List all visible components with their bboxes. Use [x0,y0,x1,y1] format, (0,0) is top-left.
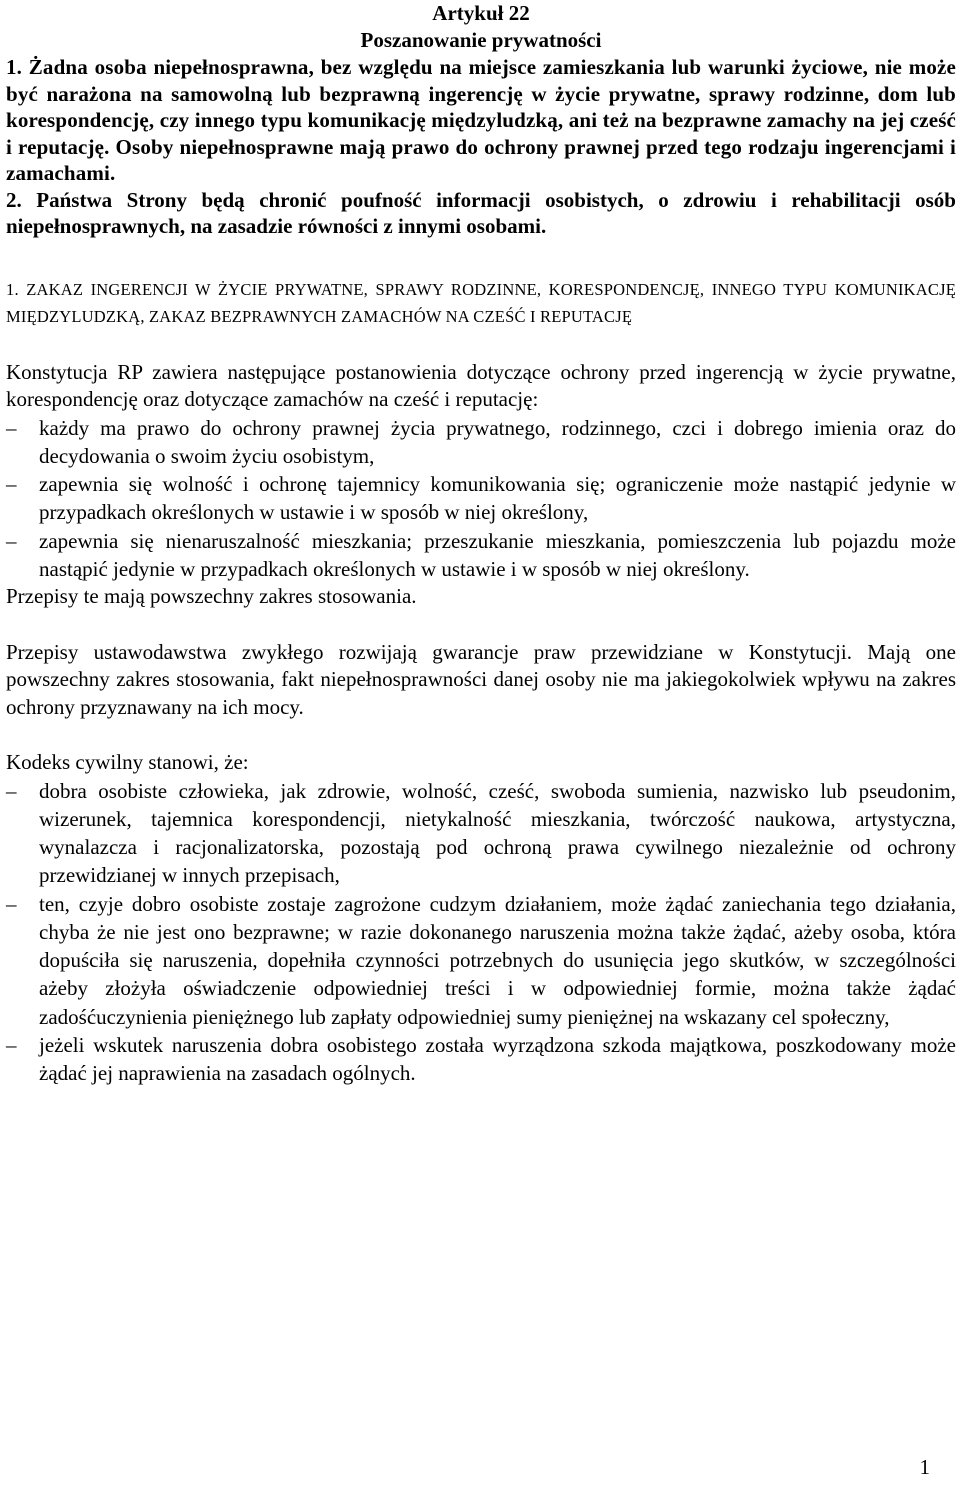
dash-bullet: – [6,472,17,497]
list-item-text: dobra osobiste człowieka, jak zdrowie, wolność, cześć, swoboda sumienia, nazwisko lub pseudonim, wizerunek, tajemnica korespondencji, nietykalność mieszkania, twórczość naukowa, artystyczna, wynalazcza i racjonalizatorska, pozostają pod ochroną prawa cywilnego niezależnie od ochrony przewidzianej w innych przepisach, [39,778,956,888]
civil-code-list [6,777,956,1087]
list-item-text: jeżeli wskutek naruszenia dobra osobistego została wyrządzona szkoda majątkowa, poszkodowany może żądać jej naprawienia na zasadach ogólnych. [39,1032,956,1085]
constitution-scope: Przepisy te mają powszechny zakres stosowania. [6,583,417,608]
statutes-paragraph: Przepisy ustawodawstwa zwykłego rozwijają gwarancje praw przewidziane w Konstytucji. Mają one powszechny zakres stosowania, fakt niepełnosprawności danej osoby nie ma jakiegokolwiek wpływu na zakres ochrony przyznawany na ich mocy. [6,639,956,719]
list-item-text: każdy ma prawo do ochrony prawnej życia prywatnego, rodzinnego, czci i dobrego imienia oraz do decydowania o swoim życiu osobistym, [39,415,956,468]
civil-code-intro: Kodeks cywilny stanowi, że: [6,750,249,775]
dash-bullet: – [6,1032,17,1057]
list-item [6,777,956,890]
page-number: 1 [919,1455,930,1479]
dash-bullet: – [6,415,17,440]
list-item [6,414,956,470]
dash-bullet: – [6,528,17,553]
list-item [6,527,956,583]
dash-bullet: – [6,891,17,916]
article-paragraph-1: 1. Żadna osoba niepełnosprawna, bez względu na miejsce zamieszkania lub warunki życiowe, nie może być narażona na samowolną lub bezprawną ingerencję w życie prywatne, sprawy rodzinne, dom lub korespondencję, czy innego typu komunikację międzyludzką, ani też na bezprawne zamachy na jej cześć i reputację. Osoby niepełnosprawne mają prawo do ochrony prawnej przed tego rodzaju ingerencjami i zamachami. [6,55,956,185]
dash-bullet: – [6,778,17,803]
article-paragraph-2: 2. Państwa Strony będą chronić poufność informacji osobistych, o zdrowiu i rehabilitacji osób niepełnosprawnych, na zasadzie równości z innymi osobami. [6,187,956,238]
list-item-text: zapewnia się nienaruszalność mieszkania; przeszukanie mieszkania, pomieszczenia lub pojazdu może nastąpić jedynie w przypadkach określonych w ustawie i w sposób w niej określony. [39,528,956,581]
list-item-text: zapewnia się wolność i ochronę tajemnicy komunikowania się; ograniczenie może nastąpić jedynie w przypadkach określonych w ustawie i w sposób w niej określony, [39,472,956,525]
list-item [6,470,956,526]
list-item [6,1031,956,1087]
article-title: Artykuł 22 [432,1,530,25]
constitution-list [6,414,956,583]
document-page [6,0,956,1087]
article-subtitle: Poszanowanie prywatności [360,28,602,52]
list-item-text: ten, czyje dobro osobiste zostaje zagrożone cudzym działaniem, może żądać zaniechania tego działania, chyba że nie jest ono bezprawne; w razie dokonanego naruszenia można także żądać, ażeby osoba, która dopuściła się naruszenia, dopełniła czynności potrzebnych do usunięcia jego skutków, w szczególności ażeby złożyła oświadczenie odpowiedniej treści i w odpowiedniej formie, można także żądać zadośćuczynienia pieniężnego lub zapłaty odpowiedniej sumy pieniężnej na wskazany cel społeczny, [39,891,956,1029]
constitution-intro: Konstytucja RP zawiera następujące postanowienia dotyczące ochrony przed ingerencją w życie prywatne, korespondencję oraz dotyczące zamachów na cześć i reputację: [6,359,956,412]
list-item [6,890,956,1031]
section-heading: 1. ZAKAZ INGERENCJI W ŻYCIE PRYWATNE, SPRAWY RODZINNE, KORESPONDENCJĘ, INNEGO TYPU KOMUNIKACJĘ MIĘDZYLUDZKĄ, ZAKAZ BEZPRAWNYCH ZAMACHÓW NA CZEŚĆ I REPUTACJĘ [6,279,956,326]
